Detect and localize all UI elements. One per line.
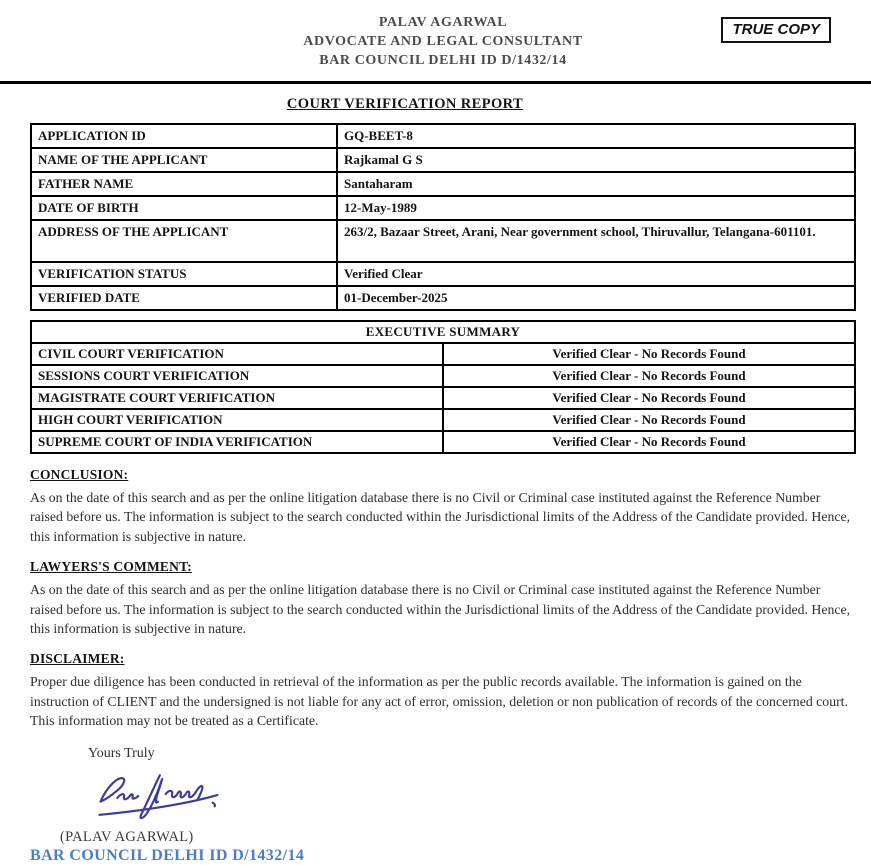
true-copy-stamp: TRUE COPY [721,17,831,43]
detail-label: FATHER NAME [31,172,337,196]
summary-label: CIVIL COURT VERIFICATION [31,343,443,365]
lawyers-comment-section [30,559,856,638]
executive-summary-table [30,320,856,454]
conclusion-heading: CONCLUSION: [30,467,129,482]
summary-label: SESSIONS COURT VERIFICATION [31,365,443,387]
summary-row [31,365,855,387]
applicant-details-body [31,124,855,310]
detail-value: GQ-BEET-8 [337,124,855,148]
advocate-name: PALAV AGARWAL [378,15,508,30]
lawyers-comment-text: As on the date of this search and as per the online litigation database there is no Civil or Criminal case instituted against the Reference Number raised before us. The information is subject to the search conducted within the Jurisdictional limits of the Address of the Candidate provided. Hence, this information is subjective in nature. [30,582,851,637]
summary-header-row [31,321,855,343]
detail-row [31,262,855,286]
summary-value: Verified Clear - No Records Found [443,343,855,365]
detail-label: NAME OF THE APPLICANT [31,148,337,172]
applicant-details-table [30,123,856,311]
summary-label: MAGISTRATE COURT VERIFICATION [31,387,443,409]
detail-value: Rajkamal G S [337,148,855,172]
report-title: COURT VERIFICATION REPORT [286,96,524,112]
detail-row [31,124,855,148]
detail-label: VERIFICATION STATUS [31,262,337,286]
detail-row [31,172,855,196]
summary-row [31,387,855,409]
executive-summary-body [31,321,855,343]
executive-summary-title: EXECUTIVE SUMMARY [31,321,855,343]
detail-row [31,220,855,262]
conclusion-text: As on the date of this search and as per the online litigation database there is no Civil or Criminal case instituted against the Reference Number raised before us. The information is subject to the search conducted within the Jurisdictional limits of the Address of the Candidate provided. Hence, this information is subjective in nature. [30,490,851,544]
summary-row [31,409,855,431]
detail-label: DATE OF BIRTH [31,196,337,220]
header-divider [0,81,871,84]
letterhead [30,13,856,70]
detail-label: VERIFIED DATE [31,286,337,310]
advocate-bar-id: BAR COUNCIL DELHI ID D/1432/14 [319,53,567,68]
detail-label: ADDRESS OF THE APPLICANT [31,220,337,262]
signature-image [92,767,224,825]
detail-row [31,286,855,310]
disclaimer-heading: DISCLAIMER: [30,651,125,667]
summary-row [31,431,855,453]
detail-value: 12-May-1989 [337,196,855,220]
summary-value: Verified Clear - No Records Found [443,431,855,453]
detail-value: 263/2, Bazaar Street, Arani, Near government school, Thiruvallur, Telangana-601101. [337,220,855,262]
summary-value: Verified Clear - No Records Found [443,387,855,409]
disclaimer-text: Proper due diligence has been conducted in retrieval of the information as per the public records available. The information is gained on the instruction of CLIENT and the undersigned is not liable for any act of error, omission, deletion or non publication of records of the concerned court. This information may not be treated as a Certificate. [30,674,848,729]
summary-label: SUPREME COURT OF INDIA VERIFICATION [31,431,443,453]
signatory-name: (PALAV AGARWAL) [60,828,194,845]
summary-label: HIGH COURT VERIFICATION [31,409,443,431]
summary-value: Verified Clear - No Records Found [443,365,855,387]
signoff-bar-council-id: BAR COUNCIL DELHI ID D/1432/14 [30,846,305,864]
lawyers-comment-heading: LAWYERS'S COMMENT: [30,559,192,575]
detail-value: Santaharam [337,172,855,196]
summary-value: Verified Clear - No Records Found [443,409,855,431]
conclusion-section [30,467,856,546]
signoff-block [30,746,856,865]
detail-label: APPLICATION ID [31,124,337,148]
disclaimer-section [30,651,856,730]
detail-row [31,196,855,220]
detail-value: 01-December-2025 [337,286,855,310]
detail-row [31,148,855,172]
executive-summary-rows [31,343,855,453]
summary-row [31,343,855,365]
advocate-role: ADVOCATE AND LEGAL CONSULTANT [303,34,583,49]
salutation: Yours Truly [88,745,155,761]
detail-value: Verified Clear [337,262,855,286]
